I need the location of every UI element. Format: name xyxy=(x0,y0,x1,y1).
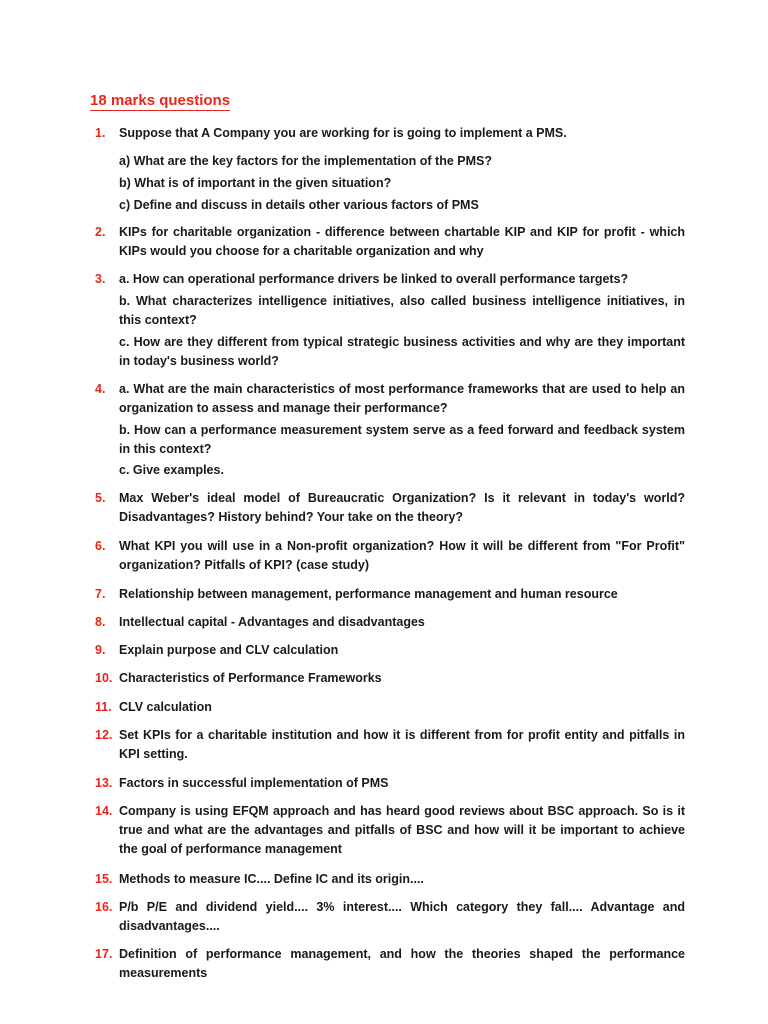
question-number: 11. xyxy=(95,700,112,714)
question-item xyxy=(95,774,685,793)
question-item xyxy=(95,870,685,889)
question-item xyxy=(95,802,685,859)
question-item xyxy=(95,726,685,764)
question-number: 12. xyxy=(95,728,113,742)
question-number: 15. xyxy=(95,872,113,886)
question-number: 3. xyxy=(95,272,106,286)
sub-question: c) Define and discuss in details other various factors of PMS xyxy=(119,198,479,212)
sub-question: b. How can a performance measurement system serve as a feed forward and feedback system in this context? xyxy=(119,423,685,456)
question-item xyxy=(95,641,685,660)
question-number: 10. xyxy=(95,671,113,685)
question-item xyxy=(95,489,685,527)
question-item xyxy=(95,537,685,575)
question-item xyxy=(95,124,685,215)
question-text: CLV calculation xyxy=(119,700,212,714)
page-heading: 18 marks questions xyxy=(90,92,231,109)
question-text: KIPs for charitable organization - difference between chartable KIP and KIP for profit - which KIPs would you choose for a charitable organization and why xyxy=(119,225,685,258)
question-item xyxy=(95,223,685,261)
question-text: a. What are the main characteristics of most performance frameworks that are used to help an organization to assess and manage their performance? xyxy=(119,382,685,415)
sub-question: b) What is of important in the given situation? xyxy=(119,176,392,190)
question-number: 9. xyxy=(95,643,106,657)
question-text: Definition of performance management, and how the theories shaped the performance measurements xyxy=(119,947,685,980)
question-number: 7. xyxy=(95,587,106,601)
question-text: Suppose that A Company you are working for is going to implement a PMS. xyxy=(119,126,567,140)
question-item xyxy=(95,698,685,717)
question-number: 16. xyxy=(95,900,113,914)
question-text: Set KPIs for a charitable institution and how it is different from for profit entity and pitfalls in KPI setting. xyxy=(119,728,685,761)
question-item xyxy=(95,585,685,604)
sub-question: b. What characterizes intelligence initiatives, also called business intelligence initiatives, in this context? xyxy=(119,294,685,327)
sub-question: a) What are the key factors for the implementation of the PMS? xyxy=(119,154,492,168)
question-text: Max Weber's ideal model of Bureaucratic Organization? Is it relevant in today's world? Disadvantages? History behind? Your take on the theory? xyxy=(119,491,685,524)
question-text: Explain purpose and CLV calculation xyxy=(119,643,339,657)
question-number: 2. xyxy=(95,225,106,239)
question-item xyxy=(95,380,685,480)
question-text: Methods to measure IC.... Define IC and its origin.... xyxy=(119,872,424,886)
question-number: 13. xyxy=(95,776,113,790)
question-item xyxy=(95,669,685,688)
question-text: Company is using EFQM approach and has heard good reviews about BSC approach. So is it true and what are the advantages and pitfalls of BSC and how will it be important to achieve the goal of performance management xyxy=(119,804,685,856)
question-item xyxy=(95,945,685,983)
question-number: 1. xyxy=(95,126,106,140)
question-number: 4. xyxy=(95,382,106,396)
question-number: 14. xyxy=(95,804,113,818)
question-item xyxy=(95,898,685,936)
question-item xyxy=(95,270,685,371)
question-number: 17. xyxy=(95,947,113,961)
question-text: Characteristics of Performance Frameworks xyxy=(119,671,382,685)
question-text: a. How can operational performance drivers be linked to overall performance targets? xyxy=(119,272,629,286)
question-number: 6. xyxy=(95,539,106,553)
question-text: P/b P/E and dividend yield.... 3% interest.... Which category they fall.... Advantage and disadvantages.... xyxy=(119,900,685,933)
question-number: 8. xyxy=(95,615,106,629)
question-text: Factors in successful implementation of PMS xyxy=(119,776,389,790)
sub-question: c. How are they different from typical strategic business activities and why are they important in today's business world? xyxy=(119,335,685,368)
sub-question: c. Give examples. xyxy=(119,463,224,477)
question-number: 5. xyxy=(95,491,106,505)
question-text: Relationship between management, performance management and human resource xyxy=(119,587,618,601)
question-text: What KPI you will use in a Non-profit organization? How it will be different from "For Profit" organization? Pitfalls of KPI? (case study) xyxy=(119,539,685,572)
question-item xyxy=(95,613,685,632)
question-text: Intellectual capital - Advantages and disadvantages xyxy=(119,615,425,629)
